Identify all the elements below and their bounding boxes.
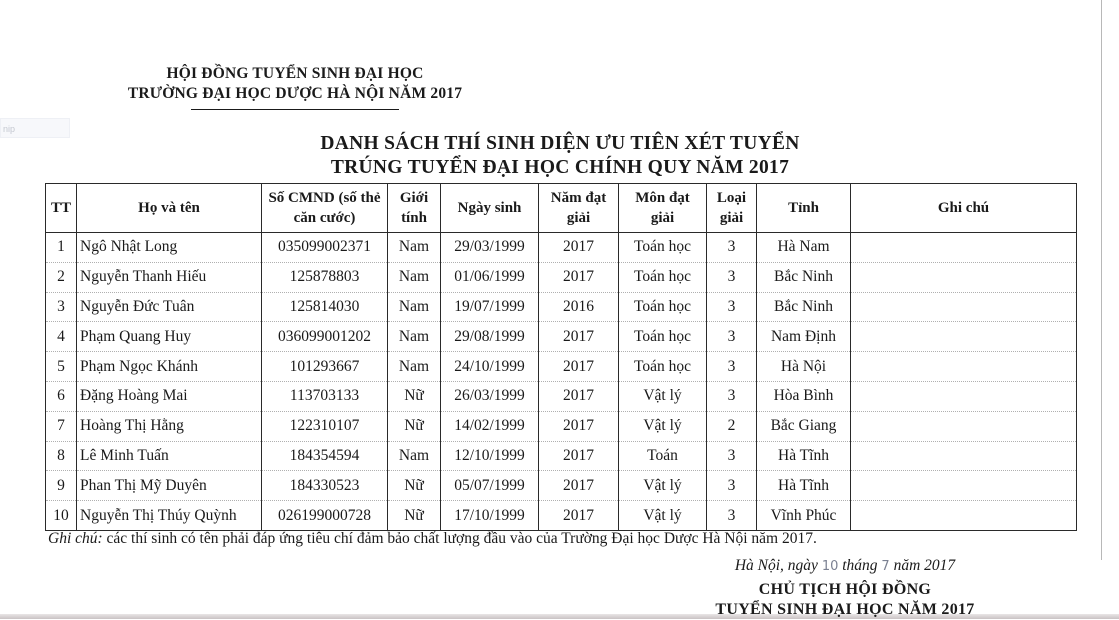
header-rank bbox=[707, 184, 757, 233]
cell-dob: 26/03/1999 bbox=[441, 381, 539, 411]
cell-year: 2017 bbox=[539, 352, 619, 382]
cell-note bbox=[851, 352, 1077, 382]
header-year-line-2: giải bbox=[566, 210, 591, 226]
header-dob: Ngày sinh bbox=[441, 184, 539, 233]
cell-rank: 3 bbox=[707, 233, 757, 263]
cell-note bbox=[851, 233, 1077, 263]
table-row bbox=[46, 292, 1077, 322]
cell-gender: Nữ bbox=[388, 411, 441, 441]
cell-tt: 5 bbox=[46, 352, 77, 382]
header-rank-line-2: giải bbox=[719, 210, 744, 226]
cell-name: Lê Minh Tuấn bbox=[77, 441, 262, 471]
cell-dob: 05/07/1999 bbox=[441, 471, 539, 501]
date-month-handwritten: 7 bbox=[881, 559, 890, 574]
cell-rank: 3 bbox=[707, 381, 757, 411]
cell-note bbox=[851, 441, 1077, 471]
cell-dob: 19/07/1999 bbox=[441, 292, 539, 322]
cell-tt: 10 bbox=[46, 501, 77, 531]
table-header-row bbox=[46, 184, 1077, 233]
header-id-line-1: Số CMND (số thẻ bbox=[268, 190, 381, 206]
date-prefix: Hà Nội, ngày bbox=[734, 557, 818, 574]
cell-rank: 3 bbox=[707, 322, 757, 352]
header-name: Họ và tên bbox=[77, 184, 262, 233]
cell-tt: 3 bbox=[46, 292, 77, 322]
cell-year: 2017 bbox=[539, 471, 619, 501]
cell-subject: Toán học bbox=[619, 292, 707, 322]
cell-rank: 2 bbox=[707, 411, 757, 441]
header-subject bbox=[619, 184, 707, 233]
place-date-line bbox=[690, 556, 1000, 577]
cell-id: 184354594 bbox=[262, 441, 388, 471]
table-row bbox=[46, 262, 1077, 292]
title-line-1: DANH SÁCH THÍ SINH DIỆN ƯU TIÊN XÉT TUYỂN bbox=[320, 133, 800, 154]
cell-subject: Toán học bbox=[619, 352, 707, 382]
cell-rank: 3 bbox=[707, 471, 757, 501]
cell-year: 2017 bbox=[539, 501, 619, 531]
table-row bbox=[46, 471, 1077, 501]
faint-overlay-label: nip bbox=[0, 118, 70, 138]
cell-id: 036099001202 bbox=[262, 322, 388, 352]
candidate-table bbox=[45, 183, 1077, 531]
footnote bbox=[48, 529, 1088, 549]
cell-gender: Nam bbox=[388, 352, 441, 382]
cell-name: Phạm Quang Huy bbox=[77, 322, 262, 352]
header-gender bbox=[388, 184, 441, 233]
table-row bbox=[46, 501, 1077, 531]
signature-line-2: TUYỂN SINH ĐẠI HỌC NĂM 2017 bbox=[715, 601, 975, 618]
signature-line-1: CHỦ TỊCH HỘI ĐỒNG bbox=[758, 581, 932, 598]
cell-subject: Vật lý bbox=[619, 381, 707, 411]
header-subject-line-2: giải bbox=[650, 210, 675, 226]
cell-gender: Nam bbox=[388, 262, 441, 292]
cell-dob: 14/02/1999 bbox=[441, 411, 539, 441]
cell-province: Hòa Bình bbox=[757, 381, 851, 411]
cell-note bbox=[851, 411, 1077, 441]
cell-note bbox=[851, 262, 1077, 292]
cell-subject: Toán học bbox=[619, 262, 707, 292]
cell-name: Nguyễn Thanh Hiếu bbox=[77, 262, 262, 292]
cell-dob: 12/10/1999 bbox=[441, 441, 539, 471]
cell-id: 125814030 bbox=[262, 292, 388, 322]
cell-year: 2017 bbox=[539, 233, 619, 263]
table-row bbox=[46, 381, 1077, 411]
cell-note bbox=[851, 501, 1077, 531]
table-row bbox=[46, 441, 1077, 471]
cell-id: 113703133 bbox=[262, 381, 388, 411]
cell-name: Đặng Hoàng Mai bbox=[77, 381, 262, 411]
header-id-line-2: căn cước) bbox=[293, 210, 356, 226]
cell-province: Hà Nội bbox=[757, 352, 851, 382]
cell-dob: 24/10/1999 bbox=[441, 352, 539, 382]
page-edge-line bbox=[1101, 0, 1102, 560]
document-title bbox=[300, 132, 820, 180]
council-heading bbox=[110, 64, 480, 104]
cell-id: 101293667 bbox=[262, 352, 388, 382]
cell-rank: 3 bbox=[707, 262, 757, 292]
cell-tt: 1 bbox=[46, 233, 77, 263]
cell-name: Nguyễn Đức Tuân bbox=[77, 292, 262, 322]
cell-year: 2017 bbox=[539, 322, 619, 352]
cell-province: Vĩnh Phúc bbox=[757, 501, 851, 531]
council-line-2: TRƯỜNG ĐẠI HỌC DƯỢC HÀ NỘI NĂM 2017 bbox=[127, 85, 463, 102]
cell-gender: Nữ bbox=[388, 471, 441, 501]
cell-note bbox=[851, 292, 1077, 322]
table-body bbox=[46, 233, 1077, 531]
cell-note bbox=[851, 322, 1077, 352]
header-gender-line-1: Giới bbox=[399, 190, 429, 206]
cell-rank: 3 bbox=[707, 501, 757, 531]
council-underline bbox=[191, 109, 399, 110]
cell-name: Phan Thị Mỹ Duyên bbox=[77, 471, 262, 501]
cell-id: 184330523 bbox=[262, 471, 388, 501]
header-gender-line-2: tính bbox=[401, 210, 427, 226]
header-province: Tỉnh bbox=[757, 184, 851, 233]
cell-subject: Toán học bbox=[619, 233, 707, 263]
cell-subject: Toán học bbox=[619, 322, 707, 352]
header-id bbox=[262, 184, 388, 233]
cell-province: Hà Tĩnh bbox=[757, 441, 851, 471]
title-line-2: TRÚNG TUYỂN ĐẠI HỌC CHÍNH QUY NĂM 2017 bbox=[330, 157, 790, 178]
header-year bbox=[539, 184, 619, 233]
date-year-label: năm 2017 bbox=[893, 557, 956, 574]
footnote-label: Ghi chú: bbox=[48, 530, 103, 547]
cell-subject: Vật lý bbox=[619, 501, 707, 531]
header-subject-line-1: Môn đạt bbox=[635, 190, 690, 206]
table-row bbox=[46, 233, 1077, 263]
cell-year: 2017 bbox=[539, 262, 619, 292]
header-tt: TT bbox=[46, 184, 77, 233]
cell-gender: Nữ bbox=[388, 501, 441, 531]
date-day-handwritten: 10 bbox=[821, 559, 839, 574]
cell-name: Ngô Nhật Long bbox=[77, 233, 262, 263]
cell-province: Bắc Giang bbox=[757, 411, 851, 441]
header-year-line-1: Năm đạt bbox=[550, 190, 607, 206]
cell-gender: Nam bbox=[388, 441, 441, 471]
cell-id: 026199000728 bbox=[262, 501, 388, 531]
cell-tt: 4 bbox=[46, 322, 77, 352]
table-row bbox=[46, 322, 1077, 352]
cell-year: 2017 bbox=[539, 441, 619, 471]
cell-tt: 6 bbox=[46, 381, 77, 411]
cell-gender: Nam bbox=[388, 233, 441, 263]
cell-dob: 29/08/1999 bbox=[441, 322, 539, 352]
cell-year: 2017 bbox=[539, 381, 619, 411]
cell-province: Hà Tĩnh bbox=[757, 471, 851, 501]
cell-tt: 9 bbox=[46, 471, 77, 501]
cell-province: Nam Định bbox=[757, 322, 851, 352]
cell-tt: 8 bbox=[46, 441, 77, 471]
cell-tt: 2 bbox=[46, 262, 77, 292]
council-line-1: HỘI ĐỒNG TUYỂN SINH ĐẠI HỌC bbox=[166, 65, 424, 82]
cell-gender: Nam bbox=[388, 292, 441, 322]
header-rank-line-1: Loại bbox=[716, 190, 747, 206]
cell-name: Hoàng Thị Hằng bbox=[77, 411, 262, 441]
cell-subject: Toán bbox=[619, 441, 707, 471]
cell-year: 2016 bbox=[539, 292, 619, 322]
cell-gender: Nữ bbox=[388, 381, 441, 411]
cell-subject: Vật lý bbox=[619, 411, 707, 441]
cell-name: Nguyễn Thị Thúy Quỳnh bbox=[77, 501, 262, 531]
cell-tt: 7 bbox=[46, 411, 77, 441]
cell-id: 122310107 bbox=[262, 411, 388, 441]
header-note: Ghi chú bbox=[851, 184, 1077, 233]
cell-note bbox=[851, 381, 1077, 411]
cell-rank: 3 bbox=[707, 352, 757, 382]
cell-province: Bắc Ninh bbox=[757, 262, 851, 292]
signature-block bbox=[690, 580, 1000, 620]
cell-rank: 3 bbox=[707, 441, 757, 471]
cell-dob: 29/03/1999 bbox=[441, 233, 539, 263]
cell-id: 125878803 bbox=[262, 262, 388, 292]
cell-gender: Nam bbox=[388, 322, 441, 352]
cell-dob: 01/06/1999 bbox=[441, 262, 539, 292]
cell-id: 035099002371 bbox=[262, 233, 388, 263]
cell-note bbox=[851, 471, 1077, 501]
cell-rank: 3 bbox=[707, 292, 757, 322]
footnote-text: các thí sinh có tên phải đáp ứng tiêu chí đảm bảo chất lượng đầu vào của Trường Đại học Dược Hà Nội năm 2017. bbox=[106, 530, 817, 547]
table-row bbox=[46, 352, 1077, 382]
table-row bbox=[46, 411, 1077, 441]
cell-dob: 17/10/1999 bbox=[441, 501, 539, 531]
cell-province: Hà Nam bbox=[757, 233, 851, 263]
cell-subject: Vật lý bbox=[619, 471, 707, 501]
date-month-label: tháng bbox=[842, 557, 878, 574]
cell-name: Phạm Ngọc Khánh bbox=[77, 352, 262, 382]
cell-province: Bắc Ninh bbox=[757, 292, 851, 322]
cell-year: 2017 bbox=[539, 411, 619, 441]
